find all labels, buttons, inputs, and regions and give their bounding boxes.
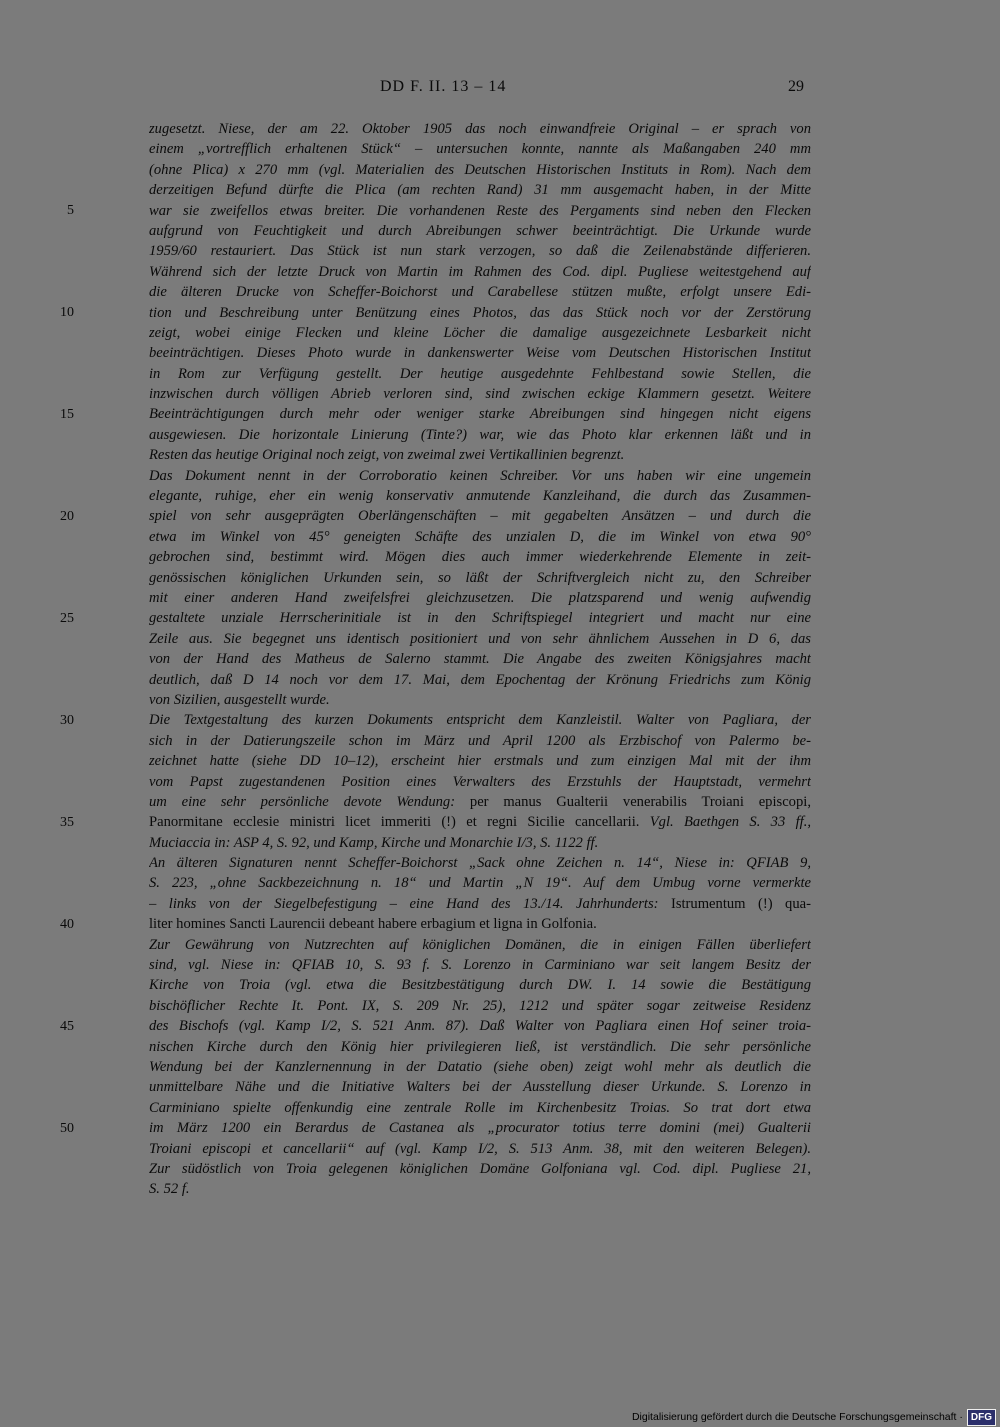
header-title: DD F. II. 13 – 14 bbox=[380, 78, 507, 95]
line-text: von der Hand des Matheus de Salerno stammt. Die Angabe des zweiten Königsjahres macht bbox=[149, 651, 811, 668]
line-number: 15 bbox=[60, 406, 74, 422]
line-text: gebrochen sind, bestimmt wird. Mögen dies auch immer wiederkehrende Elemente in zeit- bbox=[149, 549, 811, 566]
line-text: vom Papst zugestandenen Position eines Verwalters des Erzstuhls der Hauptstadt, vermehrt bbox=[149, 773, 811, 790]
text-line bbox=[149, 975, 811, 995]
line-number: 10 bbox=[60, 304, 74, 320]
text-line bbox=[149, 241, 811, 261]
line-text: Resten das heutige Original noch zeigt, von zweimal zwei Vertikallinien begrenzt. bbox=[149, 447, 625, 464]
text-line bbox=[149, 751, 811, 771]
text-line bbox=[149, 364, 811, 384]
line-text: Während sich der letzte Druck von Martin im Rahmen des Cod. dipl. Pugliese weitestgehend auf bbox=[149, 263, 811, 280]
text-line bbox=[149, 506, 811, 526]
text-line bbox=[149, 772, 811, 792]
text-line bbox=[149, 303, 811, 323]
line-text: mit einer anderen Hand zweifelsfrei gleichzusetzen. Die platzsparend und wenig aufwendig bbox=[149, 589, 811, 606]
text-line bbox=[149, 894, 811, 914]
line-text: Vgl. Baethgen S. 33 ff., bbox=[639, 814, 811, 831]
line-number: 35 bbox=[60, 814, 74, 830]
text-line bbox=[149, 1179, 811, 1199]
line-text: aufgrund von Feuchtigkeit und durch Abreibungen schwer beeinträchtigt. Die Urkunde wurde bbox=[149, 222, 811, 239]
text-line bbox=[149, 792, 811, 812]
line-text: Wendung bei der Kanzlernennung in der Datatio (siehe oben) zeigt wohl mehr als deutlich die bbox=[149, 1058, 811, 1075]
line-text: einem „vortrefflich erhaltenen Stück“ – untersuchen konnte, nannte als Maßangaben 240 mm bbox=[149, 141, 811, 158]
text-line bbox=[149, 629, 811, 649]
line-text: zugesetzt. Niese, der am 22. Oktober 1905 das noch einwandfreie Original – er sprach von bbox=[149, 121, 811, 137]
quoted-source-text: Istrumentum (!) qua- bbox=[670, 895, 811, 912]
text-line bbox=[149, 119, 811, 139]
line-text: unmittelbare Nähe und die Initiative Walters bei der Ausstellung dieser Urkunde. S. Lorenzo in bbox=[149, 1079, 811, 1096]
running-header bbox=[0, 76, 1000, 100]
line-number: 50 bbox=[60, 1120, 74, 1136]
line-text: genössischen königlichen Urkunden sein, so läßt der Schriftvergleich nicht zu, den Schreiber bbox=[149, 569, 811, 586]
line-text: nischen Kirche durch den König hier privilegieren ließ, ist verständlich. Die sehr persönliche bbox=[149, 1038, 811, 1055]
line-text: Zur südöstlich von Troia gelegenen königlichen Domäne Golfoniana vgl. Cod. dipl. Pugliese 21, bbox=[149, 1160, 811, 1177]
footer-credit bbox=[632, 1407, 1000, 1427]
line-text: Zeile aus. Sie begegnet uns identisch positioniert und von sehr ähnlichem Aussehen in D 6, das bbox=[149, 630, 811, 647]
line-text: Beeinträchtigungen durch mehr oder weniger starke Abreibungen sind hingegen nicht eigens bbox=[149, 406, 811, 423]
line-text: tion und Beschreibung unter Benützung eines Photos, das das Stück noch vor der Zerstörung bbox=[149, 304, 811, 321]
line-number: 20 bbox=[60, 508, 74, 524]
text-line bbox=[149, 1037, 811, 1057]
text-line bbox=[149, 201, 811, 221]
text-line bbox=[149, 1077, 811, 1097]
text-line bbox=[149, 323, 811, 343]
line-text: zeigt, wobei einige Flecken und kleine Löcher die damalige ausgezeichnete Lesbarkeit nicht bbox=[149, 324, 811, 341]
line-text: in Rom zur Verfügung gestellt. Der heutige ausgedehnte Fehlbestand sowie Stellen, die bbox=[149, 365, 811, 382]
line-text: Das Dokument nennt in der Corroboratio keinen Schreiber. Vor uns haben wir eine ungemein bbox=[149, 467, 811, 484]
text-line bbox=[149, 955, 811, 975]
text-line bbox=[149, 180, 811, 200]
text-line bbox=[149, 486, 811, 506]
text-line bbox=[149, 384, 811, 404]
line-text: die älteren Drucke von Scheffer-Boichorst und Carabellese stützen mußte, erfolgt unsere Edi- bbox=[149, 284, 811, 301]
line-text: von Sizilien, ausgestellt wurde. bbox=[149, 691, 330, 708]
text-line bbox=[149, 873, 811, 893]
line-text: 1959/60 restauriert. Das Stück ist nun stark verzogen, so daß die Zeilenabstände differieren. bbox=[149, 243, 811, 260]
text-line bbox=[149, 343, 811, 363]
line-text: S. 223, „ohne Sackbezeichnung n. 18“ und Martin „N 19“. Auf dem Umbug vorne vermerkte bbox=[149, 875, 811, 892]
text-line bbox=[149, 608, 811, 628]
body-text bbox=[149, 119, 811, 1200]
text-line bbox=[149, 221, 811, 241]
text-line bbox=[149, 649, 811, 669]
text-line bbox=[149, 710, 811, 730]
text-line bbox=[149, 262, 811, 282]
line-text: gestaltete unziale Herrscherinitiale ist in den Schriftspiegel integriert und macht nur eine bbox=[149, 610, 811, 627]
text-line bbox=[149, 1139, 811, 1159]
line-text: S. 52 f. bbox=[149, 1181, 190, 1198]
text-line bbox=[149, 282, 811, 302]
line-text: deutlich, daß D 14 noch vor dem 17. Mai, dem Epochentag der Krönung Friedrichs zum König bbox=[149, 671, 811, 688]
line-text: etwa im Winkel von 45° geneigten Schäfte des unzialen D, die im Winkel von etwa 90° bbox=[149, 528, 811, 545]
line-text: Kirche von Troia (vgl. etwa die Besitzbestätigung durch DW. I. 14 sowie die Bestätigung bbox=[149, 977, 811, 994]
line-text: bischöflicher Rechte It. Pont. IX, S. 209 Nr. 25), 1212 und später sogar zeitweise Residenz bbox=[149, 997, 811, 1014]
text-line bbox=[149, 1159, 811, 1179]
text-line bbox=[149, 1057, 811, 1077]
text-line bbox=[149, 812, 811, 832]
line-number: 30 bbox=[60, 712, 74, 728]
line-text: derzeitigen Befund dürfte die Plica (am rechten Rand) 31 mm ausgemacht haben, in der Mitte bbox=[149, 182, 811, 199]
line-text: war sie zweifellos etwas breiter. Die vorhandenen Reste des Pergaments sind neben den Flecken bbox=[149, 202, 811, 219]
text-line bbox=[149, 404, 811, 424]
line-text: sind, vgl. Niese in: QFIAB 10, S. 93 f. S. Lorenzo in Carminiano war seit langem Besitz der bbox=[149, 957, 811, 974]
line-text: um eine sehr persönliche devote Wendung: bbox=[149, 793, 470, 810]
line-text: – links von der Siegelbefestigung – eine Hand des 13./14. Jahrhunderts: bbox=[149, 895, 671, 912]
text-line bbox=[149, 935, 811, 955]
line-number: 45 bbox=[60, 1018, 74, 1034]
text-line bbox=[149, 853, 811, 873]
line-text: ausgewiesen. Die horizontale Linierung (Tinte?) war, wie das Photo klar erkennen läßt und in bbox=[149, 426, 811, 443]
line-text: Zur Gewährung von Nutzrechten auf königlichen Domänen, die in einigen Fällen überliefert bbox=[149, 936, 811, 953]
text-line bbox=[149, 588, 811, 608]
line-text: zeichnet hatte (siehe DD 10–12), erscheint hier erstmals und zum einzigen Mal mit der ihm bbox=[149, 753, 811, 770]
text-line bbox=[149, 996, 811, 1016]
text-line bbox=[149, 1098, 811, 1118]
text-line bbox=[149, 670, 811, 690]
line-number: 25 bbox=[60, 610, 74, 626]
text-line bbox=[149, 527, 811, 547]
text-line bbox=[149, 568, 811, 588]
page-number: 29 bbox=[788, 78, 804, 95]
line-text: (ohne Plica) x 270 mm (vgl. Materialien des Deutschen Historischen Instituts in Rom). Nach dem bbox=[149, 161, 811, 178]
text-line bbox=[149, 731, 811, 751]
text-line bbox=[149, 690, 811, 710]
line-number: 5 bbox=[67, 202, 74, 218]
line-text: elegante, ruhige, eher ein wenig konservativ anmutende Kanzleihand, die durch das Zusammen- bbox=[149, 488, 811, 505]
quoted-source-text: per manus Gualterii venerabilis Troiani episcopi, bbox=[469, 793, 811, 810]
line-text: inzwischen durch völligen Abrieb verloren sind, sind zwischen eckige Klammern gesetzt. Weitere bbox=[149, 386, 811, 403]
text-line bbox=[149, 914, 811, 934]
text-line bbox=[149, 833, 811, 853]
line-text: An älteren Signaturen nennt Scheffer-Boichorst „Sack ohne Zeichen n. 14“, Niese in: QFIAB 9, bbox=[149, 855, 811, 872]
line-text: Carminiano spielte offenkundig eine zentrale Rolle im Kirchenbesitz Troias. So trat dort etwa bbox=[149, 1099, 811, 1116]
line-text: Die Textgestaltung des kurzen Dokuments entspricht dem Kanzleistil. Walter von Pagliara, der bbox=[149, 712, 811, 729]
text-line bbox=[149, 425, 811, 445]
text-line bbox=[149, 160, 811, 180]
text-line bbox=[149, 466, 811, 486]
text-line bbox=[149, 139, 811, 159]
quoted-source-text: Panormitane ecclesie ministri licet immeriti (!) et regni Sicilie cancellarii. bbox=[149, 814, 640, 831]
text-line bbox=[149, 1118, 811, 1138]
dfg-logo: DFG bbox=[967, 1409, 996, 1426]
line-number: 40 bbox=[60, 916, 74, 932]
line-text: im März 1200 ein Berardus de Castanea als „procurator totius terre domini (mei) Gualterii bbox=[149, 1120, 811, 1137]
line-text: sich in der Datierungszeile schon im März und April 1200 als Erzbischof von Palermo be- bbox=[149, 732, 811, 749]
footer-text: Digitalisierung gefördert durch die Deutsche Forschungsgemeinschaft · bbox=[631, 1411, 963, 1423]
text-line bbox=[149, 445, 811, 465]
line-text: Troiani episcopi et cancellarii“ auf (vgl. Kamp I/2, S. 513 Anm. 38, mit den weiteren Belegen). bbox=[149, 1140, 811, 1157]
line-text: beeinträchtigen. Dieses Photo wurde in dankenswerter Weise vom Deutschen Historischen Institut bbox=[149, 345, 811, 362]
line-text: spiel von sehr ausgeprägten Oberlängenschäften – mit gegabelten Ansätzen – und durch die bbox=[149, 508, 811, 525]
line-text: des Bischofs (vgl. Kamp I/2, S. 521 Anm. 87). Daß Walter von Pagliara einen Hof seiner troia- bbox=[149, 1018, 811, 1035]
line-text: Muciaccia in: ASP 4, S. 92, und Kamp, Kirche und Monarchie I/3, S. 1122 ff. bbox=[149, 834, 599, 851]
text-line bbox=[149, 547, 811, 567]
text-line bbox=[149, 1016, 811, 1036]
quoted-source-text: liter homines Sancti Laurencii debeant habere erbagium et ligna in Golfonia. bbox=[149, 916, 597, 933]
